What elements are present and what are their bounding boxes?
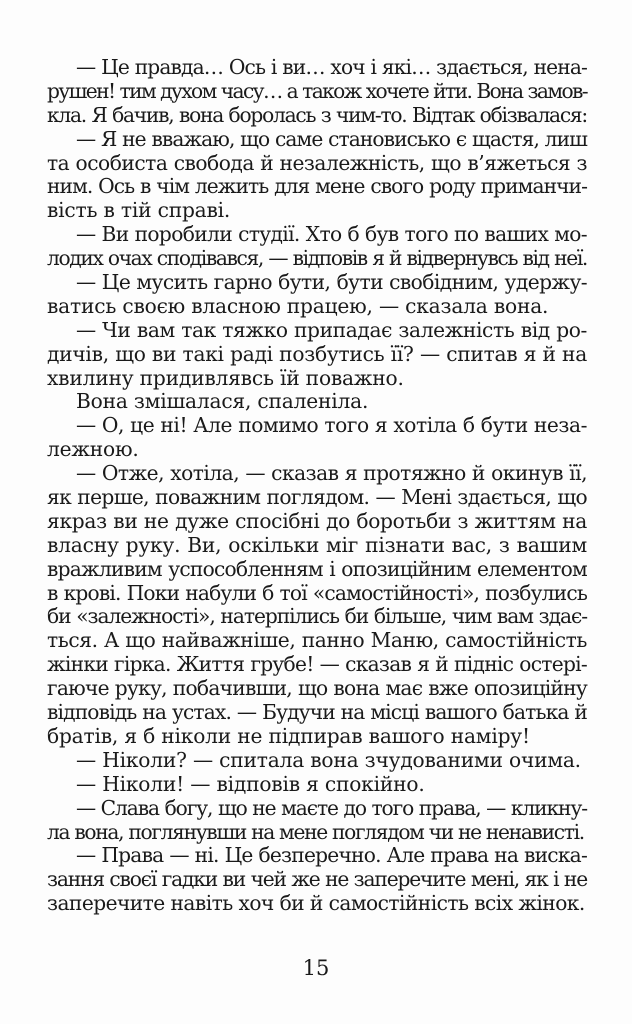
text-line: ним. Ось в чім лежить для мене свого роду приманчи- <box>47 174 587 199</box>
text-line: лежною. <box>47 437 139 462</box>
text-line: — Чи вам так тяжко припадає залежність від ро- <box>76 317 587 342</box>
text-line: — Права — ні. Це безперечно. Але права на виска- <box>76 843 587 868</box>
text-line: дичів, що ви такі раді позбутись її? — спитав я й на <box>47 341 587 366</box>
text-line: — Ви поробили студії. Хто б був того по ваших мо- <box>76 222 587 247</box>
text-line: — Ніколи? — спитала вона зчудованими очима. <box>76 747 581 772</box>
text-line: — Ніколи! — відповів я спокійно. <box>76 771 425 796</box>
text-line: якраз ви не дуже спосібні до боротьби з життям на <box>47 508 587 533</box>
text-line: жінки гірка. Життя грубе! — сказав я й підніс остері- <box>47 652 587 677</box>
text-line: — Це мусить гарно бути, бути свобідним, удержу- <box>76 270 587 295</box>
text-line: та особиста свобода й незалежність, що в’яжеться з <box>47 150 587 175</box>
text-line: власну руку. Ви, оскільки міг пізнати вас, з вашим <box>47 532 587 557</box>
text-line: — Це правда… Ось і ви… хоч і які… здається, нена- <box>76 55 587 79</box>
text-line: — Отже, хотіла, — сказав я протяжно й окинув її, <box>76 461 587 486</box>
text-line: зання своєї гадки ви чей же не заперечите мені, як і не <box>47 867 587 892</box>
text-line: рушен! тим духом часу… а також хочете йти. Вона замов- <box>47 78 587 103</box>
text-line: ла вона, поглянувши на мене поглядом чи не ненависті. <box>47 819 584 844</box>
text-line: братів, я б ніколи не підпирав вашого наміру! <box>47 723 530 748</box>
text-line: гаюче руку, побачивши, що вона має вже опозиційну <box>47 676 587 701</box>
text-line: лодих очах сподівався, — відповів я й відвернувсь від неї. <box>47 246 587 271</box>
text-line: в крові. Поки набули б тої «самостійності», позбулись <box>47 580 587 605</box>
text-line: як перше, поважним поглядом. — Мені здається, що <box>47 485 587 510</box>
text-line: ватись своєю власною працею, — сказала вона. <box>47 293 549 318</box>
page-number: 15 <box>302 956 330 980</box>
text-line: — Я не вважаю, що саме становисько є щастя, лиш <box>76 126 587 151</box>
text-line: кла. Я бачив, вона боролась з чим-то. Відтак обізвалася: <box>47 102 587 127</box>
text-line: Вона змішалася, спаленіла. <box>76 389 369 414</box>
text-line: заперечите навіть хоч би й самостійність всіх жінок. <box>47 891 585 916</box>
text-line: хвилину придивлявсь їй поважно. <box>47 365 404 390</box>
text-line: би «залежності», натерпілись би більше, чим вам здає- <box>47 604 587 629</box>
text-line: — Слава богу, що не маєте до того права, — кликну- <box>76 795 587 820</box>
text-line: ться. А що найважніше, панно Маню, самостійність <box>47 628 587 653</box>
text-line: вість в тій справі. <box>47 198 231 223</box>
text-line: відповідь на устах. — Будучи на місці вашого батька й <box>47 700 587 725</box>
body-text <box>47 56 587 916</box>
text-line: вражливим успособленням і опозиційним елементом <box>47 556 587 581</box>
text-line: — О, це ні! Але помимо того я хотіла б бути неза- <box>76 413 587 438</box>
